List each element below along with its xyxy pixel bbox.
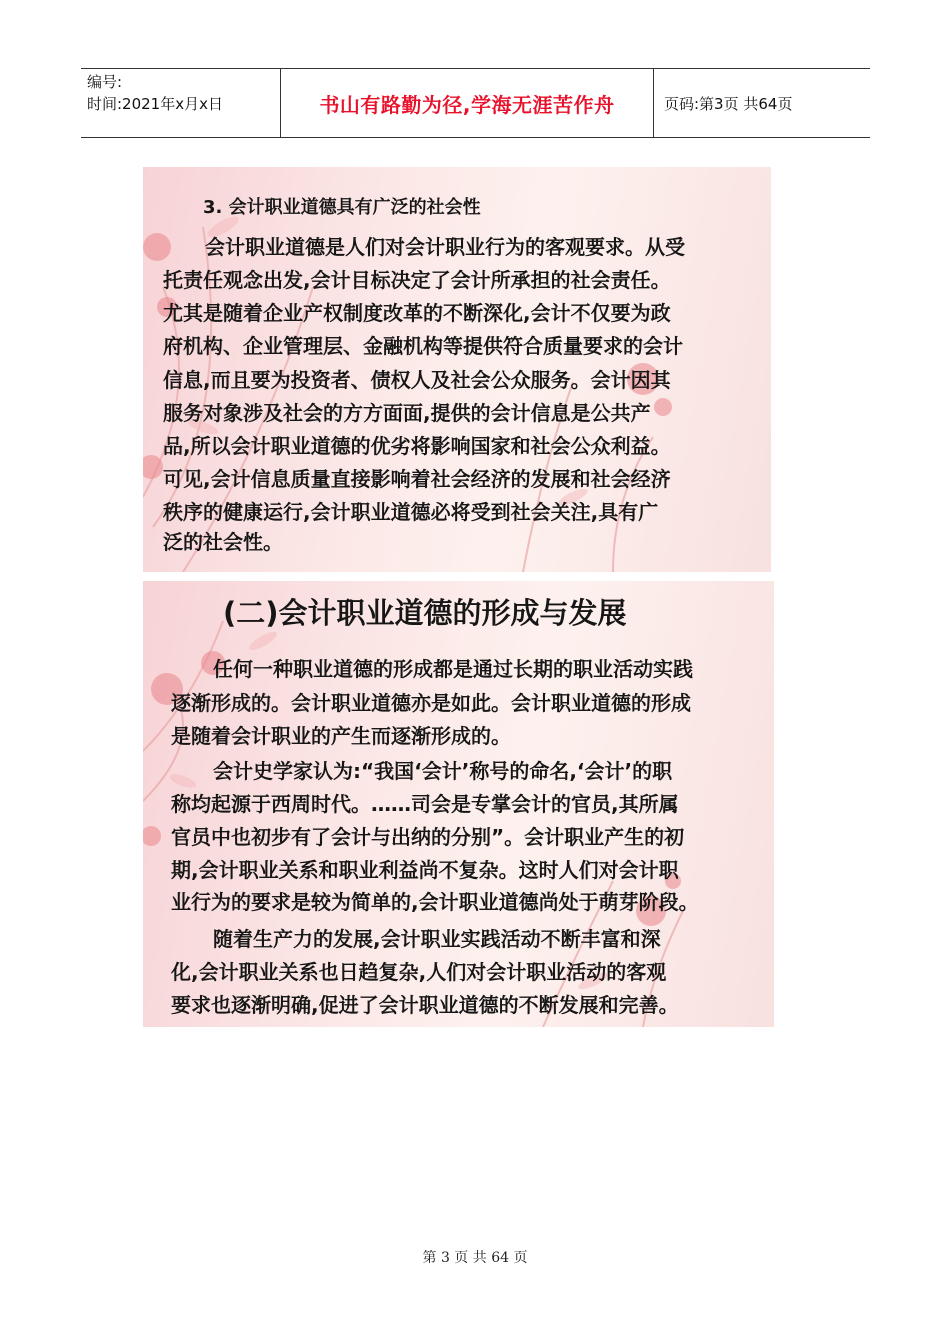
time-label: 时间:2021年x月x日 [87, 95, 223, 113]
slide1-line: 尤其是随着企业产权制度改革的不断深化,会计不仅要为政 [163, 301, 671, 325]
slide2-line: 要求也逐渐明确,促进了会计职业道德的不断发展和完善。 [171, 993, 679, 1017]
slide2-line: 期,会计职业关系和职业利益尚不复杂。这时人们对会计职 [171, 858, 679, 882]
page-info: 页码:第3页 共64页 [664, 94, 793, 113]
slide1-line: 可见,会计信息质量直接影响着社会经济的发展和社会经济 [163, 467, 671, 491]
slide1-line: 秩序的健康运行,会计职业道德必将受到社会关注,具有广 [163, 500, 659, 524]
document-header [81, 68, 870, 138]
motto-text: 书山有路勤为径,学海无涯苦作舟 [319, 92, 615, 117]
slide1-line: 品,所以会计职业道德的优劣将影响国家和社会公众利益。 [163, 434, 671, 458]
slide1-line: 信息,而且要为投资者、债权人及社会公众服务。会计因其 [163, 368, 671, 392]
slide1-heading: 3. 会计职业道德具有广泛的社会性 [203, 197, 481, 218]
header-meta [81, 69, 281, 137]
slide-image-social-nature [143, 167, 771, 572]
slide2-line: 是随着会计职业的产生而逐渐形成的。 [171, 724, 511, 748]
slide2-line: 任何一种职业道德的形成都是通过长期的职业活动实践 [213, 657, 693, 681]
header-motto-cell [281, 69, 654, 137]
slide2-line: 化,会计职业关系也日趋复杂,人们对会计职业活动的客观 [171, 960, 667, 984]
slide1-line: 泛的社会性。 [163, 530, 283, 554]
slide2-line: 官员中也初步有了会计与出纳的分别”。会计职业产生的初 [171, 825, 685, 849]
slide2-line: 随着生产力的发展,会计职业实践活动不断丰富和深 [213, 927, 661, 951]
slide1-line: 服务对象涉及社会的方方面面,提供的会计信息是公共产 [163, 401, 651, 425]
slide2-line: 称均起源于西周时代。……司会是专掌会计的官员,其所属 [171, 792, 679, 816]
slide1-text [143, 167, 771, 572]
slide2-text [143, 581, 774, 1027]
header-page-cell [654, 69, 870, 137]
slide1-line: 托责任观念出发,会计目标决定了会计所承担的社会责任。 [163, 268, 671, 292]
slide-image-formation-development [143, 581, 774, 1027]
slide2-title: (二)会计职业道德的形成与发展 [223, 596, 627, 630]
number-label: 编号: [87, 73, 123, 91]
slide1-line: 会计职业道德是人们对会计职业行为的客观要求。从受 [205, 235, 685, 259]
slide2-line: 业行为的要求是较为简单的,会计职业道德尚处于萌芽阶段。 [171, 890, 699, 914]
page-footer: 第 3 页 共 64 页 [422, 1250, 528, 1266]
slide2-line: 逐渐形成的。会计职业道德亦是如此。会计职业道德的形成 [171, 691, 691, 715]
slide1-line: 府机构、企业管理层、金融机构等提供符合质量要求的会计 [163, 334, 683, 358]
slide2-line: 会计史学家认为:“我国‘会计’称号的命名,‘会计’的职 [213, 759, 673, 783]
